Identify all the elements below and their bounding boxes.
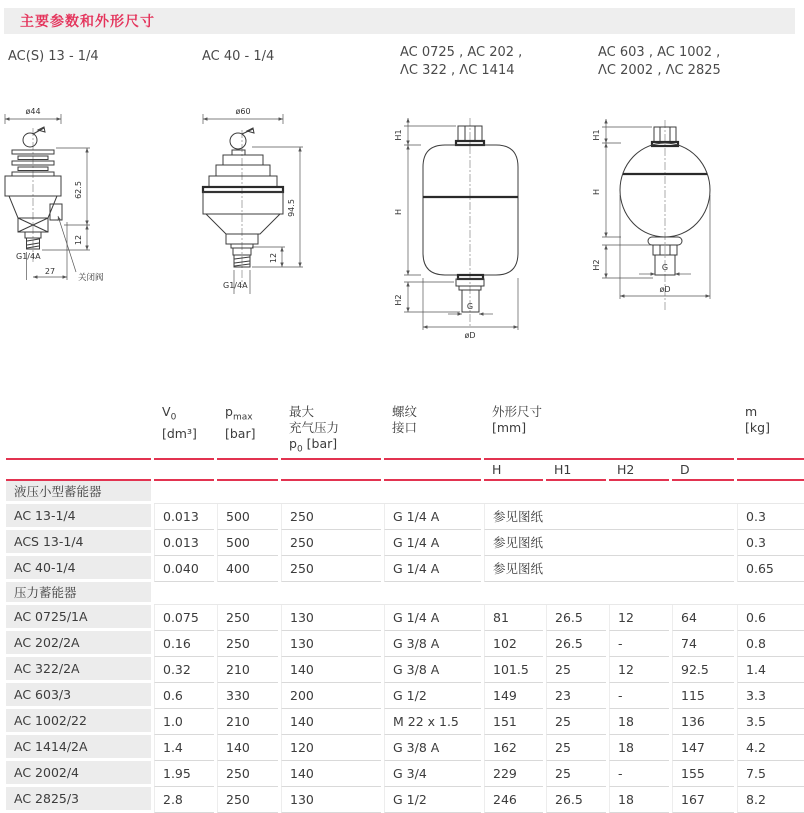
- dim-diameter: ø44: [25, 107, 41, 116]
- cell-h2: -: [609, 631, 669, 657]
- dim-d: øD: [464, 331, 476, 340]
- cell-v0: 0.16: [154, 631, 214, 657]
- table-section-row: [6, 582, 804, 605]
- dim-thread-g: G: [466, 302, 474, 311]
- cell-p0: 130: [281, 787, 381, 813]
- subcol-h: H: [484, 460, 543, 481]
- dim-h1: H1: [592, 129, 601, 141]
- cell-m: 0.8: [737, 631, 804, 657]
- col-header-m: m [kg]: [737, 398, 804, 460]
- label-shutoff-valve: 关闭阀: [78, 273, 104, 283]
- col-header-name: [6, 398, 151, 460]
- section-filler: [154, 481, 804, 504]
- table-row: [6, 530, 804, 556]
- figure-label-line: AC(S) 13 - 1/4: [8, 49, 99, 64]
- cell-thread: G 1/4 A: [384, 530, 481, 556]
- col-header-p0: 最大 充气压力 $p_0$ [bar]: [281, 398, 381, 460]
- cell-pmax: 250: [217, 631, 278, 657]
- cell-p0: 250: [281, 556, 381, 582]
- cell-name: ACS 13-1/4: [6, 530, 151, 556]
- cell-v0: 1.95: [154, 761, 214, 787]
- cell-h2: -: [609, 761, 669, 787]
- cell-v0: 1.0: [154, 709, 214, 735]
- cell-d: 147: [672, 735, 734, 761]
- cell-pmax: 250: [217, 761, 278, 787]
- cell-p0: 250: [281, 530, 381, 556]
- spec-table: [3, 398, 804, 813]
- table-row: [6, 787, 804, 813]
- figure-label-line: ΛC 322 , ΛC 1414: [400, 63, 515, 78]
- dim-h: H: [592, 188, 601, 196]
- subcol-empty: [737, 460, 804, 481]
- cell-thread: G 3/8 A: [384, 631, 481, 657]
- cell-p0: 200: [281, 683, 381, 709]
- drawing-acs13: [0, 100, 200, 340]
- cell-h: 246: [484, 787, 543, 813]
- section-title: 液压小型蓄能器: [6, 481, 151, 504]
- drawing-ac40: [190, 100, 390, 340]
- cell-m: 0.6: [737, 605, 804, 631]
- section-title-bar: [4, 8, 795, 34]
- col-header-dimensions: 外形尺寸 [mm]: [484, 398, 734, 460]
- drawing-ac603-group: [590, 100, 804, 340]
- cell-v0: 0.075: [154, 605, 214, 631]
- cell-pmax: 250: [217, 605, 278, 631]
- cell-m: 0.3: [737, 504, 804, 530]
- cell-d: 74: [672, 631, 734, 657]
- cell-p0: 140: [281, 761, 381, 787]
- table-row: [6, 709, 804, 735]
- cell-m: 3.5: [737, 709, 804, 735]
- dim-thread-g: G: [661, 263, 669, 272]
- cell-h1: 26.5: [546, 631, 606, 657]
- subcol-empty: [384, 460, 481, 481]
- cell-pmax: 400: [217, 556, 278, 582]
- subcol-empty: [217, 460, 278, 481]
- dim-height: 94.5: [287, 199, 296, 217]
- cell-thread: G 1/4 A: [384, 605, 481, 631]
- cell-h2: 12: [609, 605, 669, 631]
- cell-dims-note: 参见图纸: [484, 504, 734, 530]
- dim-h1: H1: [394, 129, 403, 141]
- cell-h2: 12: [609, 657, 669, 683]
- dim-width: 27: [44, 267, 56, 276]
- cell-h: 101.5: [484, 657, 543, 683]
- cell-v0: 0.013: [154, 530, 214, 556]
- cell-d: 64: [672, 605, 734, 631]
- cell-thread: G 3/4: [384, 761, 481, 787]
- col-header-pmax: $p_{max}$ [bar]: [217, 398, 278, 460]
- cell-name: AC 13-1/4: [6, 504, 151, 530]
- figure-label-line: AC 603 , AC 1002 ,: [598, 45, 721, 60]
- dim-h: H: [394, 208, 403, 216]
- cell-m: 4.2: [737, 735, 804, 761]
- figure-label-line: AC 0725 , AC 202 ,: [400, 45, 523, 60]
- cell-pmax: 500: [217, 504, 278, 530]
- drawing-ac0725-group: [390, 100, 600, 340]
- figure-label-ac40: [202, 48, 274, 66]
- cell-thread: G 1/4 A: [384, 504, 481, 530]
- cell-m: 8.2: [737, 787, 804, 813]
- cell-thread: G 1/2: [384, 683, 481, 709]
- cell-name: AC 2002/4: [6, 761, 151, 787]
- cell-thread: G 3/8 A: [384, 657, 481, 683]
- cell-name: AC 1002/22: [6, 709, 151, 735]
- cell-name: AC 1414/2A: [6, 735, 151, 761]
- cell-m: 1.4: [737, 657, 804, 683]
- cell-pmax: 500: [217, 530, 278, 556]
- cell-m: 0.65: [737, 556, 804, 582]
- cell-h: 149: [484, 683, 543, 709]
- cell-thread: G 1/4 A: [384, 556, 481, 582]
- figure-label-ac0725-group: [400, 44, 522, 80]
- cell-name: AC 603/3: [6, 683, 151, 709]
- cell-h1: 26.5: [546, 787, 606, 813]
- subcol-h1: H1: [546, 460, 606, 481]
- cell-pmax: 330: [217, 683, 278, 709]
- col-header-v0: $V_0$ [dm³]: [154, 398, 214, 460]
- subcol-empty: [6, 460, 151, 481]
- figure-label-ac603-group: [598, 44, 721, 80]
- dim-h2: H2: [394, 294, 403, 306]
- table-row: [6, 735, 804, 761]
- dim-height: 62.5: [74, 181, 83, 199]
- cell-v0: 0.013: [154, 504, 214, 530]
- cell-p0: 140: [281, 709, 381, 735]
- table-row: [6, 504, 804, 530]
- figure-label-ac13: [8, 48, 99, 66]
- section-title: 压力蓄能器: [6, 582, 151, 605]
- cell-h1: 26.5: [546, 605, 606, 631]
- cell-h1: 25: [546, 735, 606, 761]
- cell-pmax: 210: [217, 709, 278, 735]
- cell-h1: 25: [546, 709, 606, 735]
- col-header-thread: 螺纹 接口: [384, 398, 481, 460]
- dim-d: øD: [659, 285, 671, 294]
- cell-m: 3.3: [737, 683, 804, 709]
- table-row: [6, 761, 804, 787]
- cell-h: 81: [484, 605, 543, 631]
- cell-thread: M 22 x 1.5: [384, 709, 481, 735]
- cell-h1: 25: [546, 761, 606, 787]
- cell-p0: 250: [281, 504, 381, 530]
- page-title: 主要参数和外形尺寸: [20, 14, 155, 30]
- table-row: [6, 556, 804, 582]
- dim-thread: G1/4A: [16, 252, 41, 261]
- cell-h: 151: [484, 709, 543, 735]
- table-row: [6, 683, 804, 709]
- cell-thread: G 1/2: [384, 787, 481, 813]
- subcol-empty: [154, 460, 214, 481]
- dim-port-height: 12: [269, 252, 278, 264]
- cell-v0: 0.32: [154, 657, 214, 683]
- dim-thread: G1/4A: [223, 281, 248, 290]
- subcol-empty: [281, 460, 381, 481]
- figure-label-line: ΛC 2002 , ΛC 2825: [598, 63, 721, 78]
- table-row: [6, 657, 804, 683]
- cell-name: AC 2825/3: [6, 787, 151, 813]
- cell-name: AC 40-1/4: [6, 556, 151, 582]
- table-section-row: [6, 481, 804, 504]
- cell-p0: 120: [281, 735, 381, 761]
- cell-v0: 0.6: [154, 683, 214, 709]
- cell-pmax: 250: [217, 787, 278, 813]
- cell-h: 229: [484, 761, 543, 787]
- table-row: [6, 631, 804, 657]
- cell-thread: G 3/8 A: [384, 735, 481, 761]
- cell-pmax: 140: [217, 735, 278, 761]
- dim-port-height: 12: [74, 234, 83, 246]
- cell-m: 0.3: [737, 530, 804, 556]
- cell-name: AC 202/2A: [6, 631, 151, 657]
- dim-h2: H2: [592, 259, 601, 271]
- cell-d: 92.5: [672, 657, 734, 683]
- dim-diameter: ø60: [235, 107, 251, 116]
- cell-d: 136: [672, 709, 734, 735]
- cell-p0: 140: [281, 657, 381, 683]
- cell-d: 115: [672, 683, 734, 709]
- cell-h1: 23: [546, 683, 606, 709]
- cell-m: 7.5: [737, 761, 804, 787]
- cell-p0: 130: [281, 631, 381, 657]
- cell-pmax: 210: [217, 657, 278, 683]
- cell-v0: 0.040: [154, 556, 214, 582]
- subcol-h2: H2: [609, 460, 669, 481]
- cell-h2: 18: [609, 709, 669, 735]
- cell-d: 167: [672, 787, 734, 813]
- cell-d: 155: [672, 761, 734, 787]
- cell-h2: -: [609, 683, 669, 709]
- figure-label-line: AC 40 - 1/4: [202, 49, 275, 64]
- cell-v0: 2.8: [154, 787, 214, 813]
- cell-h2: 18: [609, 735, 669, 761]
- table-row: [6, 605, 804, 631]
- cell-name: AC 322/2A: [6, 657, 151, 683]
- section-filler: [154, 582, 804, 605]
- cell-h1: 25: [546, 657, 606, 683]
- cell-h2: 18: [609, 787, 669, 813]
- subcol-d: D: [672, 460, 734, 481]
- cell-dims-note: 参见图纸: [484, 556, 734, 582]
- cell-v0: 1.4: [154, 735, 214, 761]
- cell-h: 162: [484, 735, 543, 761]
- cell-p0: 130: [281, 605, 381, 631]
- cell-dims-note: 参见图纸: [484, 530, 734, 556]
- cell-name: AC 0725/1A: [6, 605, 151, 631]
- cell-h: 102: [484, 631, 543, 657]
